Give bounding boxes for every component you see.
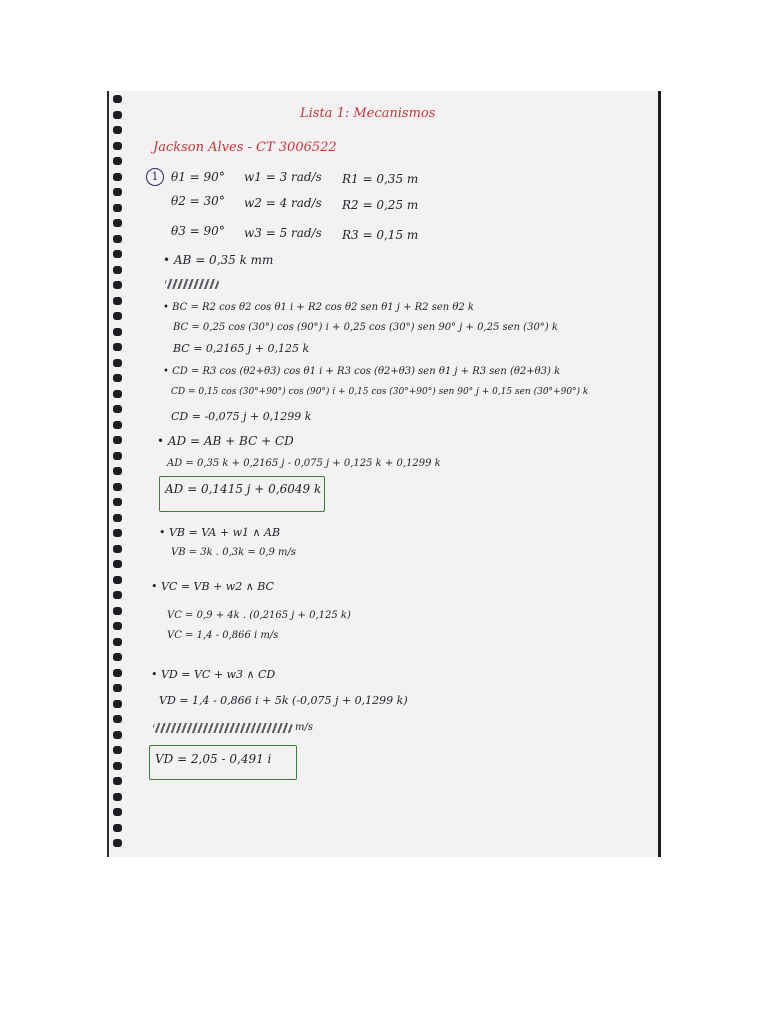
spiral-hole <box>113 653 122 661</box>
scratched-out-text <box>153 723 293 733</box>
given-w2: w2 = 4 rad/s <box>244 196 322 210</box>
spiral-hole <box>113 405 122 413</box>
spiral-hole <box>113 312 122 320</box>
vc-result: VC = 1,4 - 0,866 i m/s <box>167 630 279 641</box>
spiral-hole <box>113 607 122 615</box>
scratched-out-text <box>165 279 219 289</box>
spiral-hole <box>113 622 122 630</box>
author-line: Jackson Alves - CT 3006522 <box>153 140 337 155</box>
spiral-hole <box>113 808 122 816</box>
bc-formula: • BC = R2 cos θ2 cos θ1 i + R2 cos θ2 sen θ1 j + R2 sen θ2 k <box>163 302 474 313</box>
spiral-hole <box>113 514 122 522</box>
page-title: Lista 1: Mecanismos <box>300 106 436 121</box>
spiral-hole <box>113 839 122 847</box>
spiral-hole <box>113 545 122 553</box>
spiral-hole <box>113 359 122 367</box>
spiral-hole <box>113 669 122 677</box>
spiral-hole <box>113 467 122 475</box>
given-r2: R2 = 0,25 m <box>342 198 419 212</box>
vd-substitution: VD = 1,4 - 0,866 i + 5k (-0,075 j + 0,1299 k) <box>159 694 408 707</box>
spiral-hole <box>113 126 122 134</box>
spiral-hole <box>113 188 122 196</box>
spiral-hole <box>113 297 122 305</box>
spiral-hole <box>113 374 122 382</box>
given-theta2: θ2 = 30° <box>171 194 225 208</box>
spiral-hole <box>113 111 122 119</box>
spiral-hole <box>113 142 122 150</box>
spiral-hole <box>113 250 122 258</box>
spiral-hole <box>113 266 122 274</box>
spiral-hole <box>113 157 122 165</box>
problem-number: 1 <box>146 168 164 186</box>
ad-result: AD = 0,1415 j + 0,6049 k <box>165 482 322 496</box>
ab-vector: • AB = 0,35 k mm <box>163 253 274 267</box>
given-theta1: θ1 = 90° <box>171 170 225 184</box>
vc-formula: • VC = VB + w2 ∧ BC <box>151 580 274 593</box>
spiral-hole <box>113 591 122 599</box>
cd-formula: • CD = R3 cos (θ2+θ3) cos θ1 i + R3 cos (θ2+θ3) sen θ1 j + R3 sen (θ2+θ3) k <box>163 366 561 377</box>
given-w3: w3 = 5 rad/s <box>244 226 322 240</box>
spiral-hole <box>113 576 122 584</box>
ad-substitution: AD = 0,35 k + 0,2165 j - 0,075 j + 0,125 k + 0,1299 k <box>167 458 441 469</box>
spiral-hole <box>113 684 122 692</box>
given-r3: R3 = 0,15 m <box>342 228 419 242</box>
cd-substitution: CD = 0,15 cos (30°+90°) cos (90°) i + 0,15 cos (30°+90°) sen 90° j + 0,15 sen (30°+90°) k <box>171 387 589 397</box>
spiral-hole <box>113 560 122 568</box>
bc-result: BC = 0,2165 j + 0,125 k <box>173 342 310 355</box>
spiral-hole <box>113 762 122 770</box>
spiral-hole <box>113 95 122 103</box>
given-r1: R1 = 0,35 m <box>342 172 419 186</box>
spiral-hole <box>113 436 122 444</box>
given-theta3: θ3 = 90° <box>171 224 225 238</box>
vd-formula: • VD = VC + w3 ∧ CD <box>151 668 276 681</box>
vd-result: VD = 2,05 - 0,491 i <box>155 752 272 766</box>
spiral-hole <box>113 824 122 832</box>
vc-substitution: VC = 0,9 + 4k . (0,2165 j + 0,125 k) <box>167 610 351 621</box>
vb-result: VB = 3k . 0,3k = 0,9 m/s <box>171 547 297 558</box>
spiral-hole <box>113 715 122 723</box>
given-w1: w1 = 3 rad/s <box>244 170 322 184</box>
spiral-hole <box>113 498 122 506</box>
spiral-hole <box>113 343 122 351</box>
vb-formula: • VB = VA + w1 ∧ AB <box>159 526 281 539</box>
spiral-hole <box>113 700 122 708</box>
spiral-hole <box>113 638 122 646</box>
spiral-hole <box>113 281 122 289</box>
spiral-binding <box>107 91 133 857</box>
spiral-hole <box>113 746 122 754</box>
vd-scratched-unit: m/s <box>295 722 313 733</box>
notebook-page <box>107 91 661 857</box>
bc-substitution: BC = 0,25 cos (30°) cos (90°) i + 0,25 cos (30°) sen 90° j + 0,25 sen (30°) k <box>173 322 558 333</box>
spiral-hole <box>113 731 122 739</box>
spiral-hole <box>113 793 122 801</box>
cd-result: CD = -0,075 j + 0,1299 k <box>171 410 312 423</box>
spiral-hole <box>113 529 122 537</box>
spiral-hole <box>113 777 122 785</box>
spiral-hole <box>113 390 122 398</box>
spiral-hole <box>113 483 122 491</box>
spiral-hole <box>113 173 122 181</box>
spiral-hole <box>113 328 122 336</box>
spiral-hole <box>113 452 122 460</box>
spiral-hole <box>113 235 122 243</box>
spiral-hole <box>113 421 122 429</box>
spiral-hole <box>113 219 122 227</box>
spiral-hole <box>113 204 122 212</box>
ad-formula: • AD = AB + BC + CD <box>157 434 294 448</box>
